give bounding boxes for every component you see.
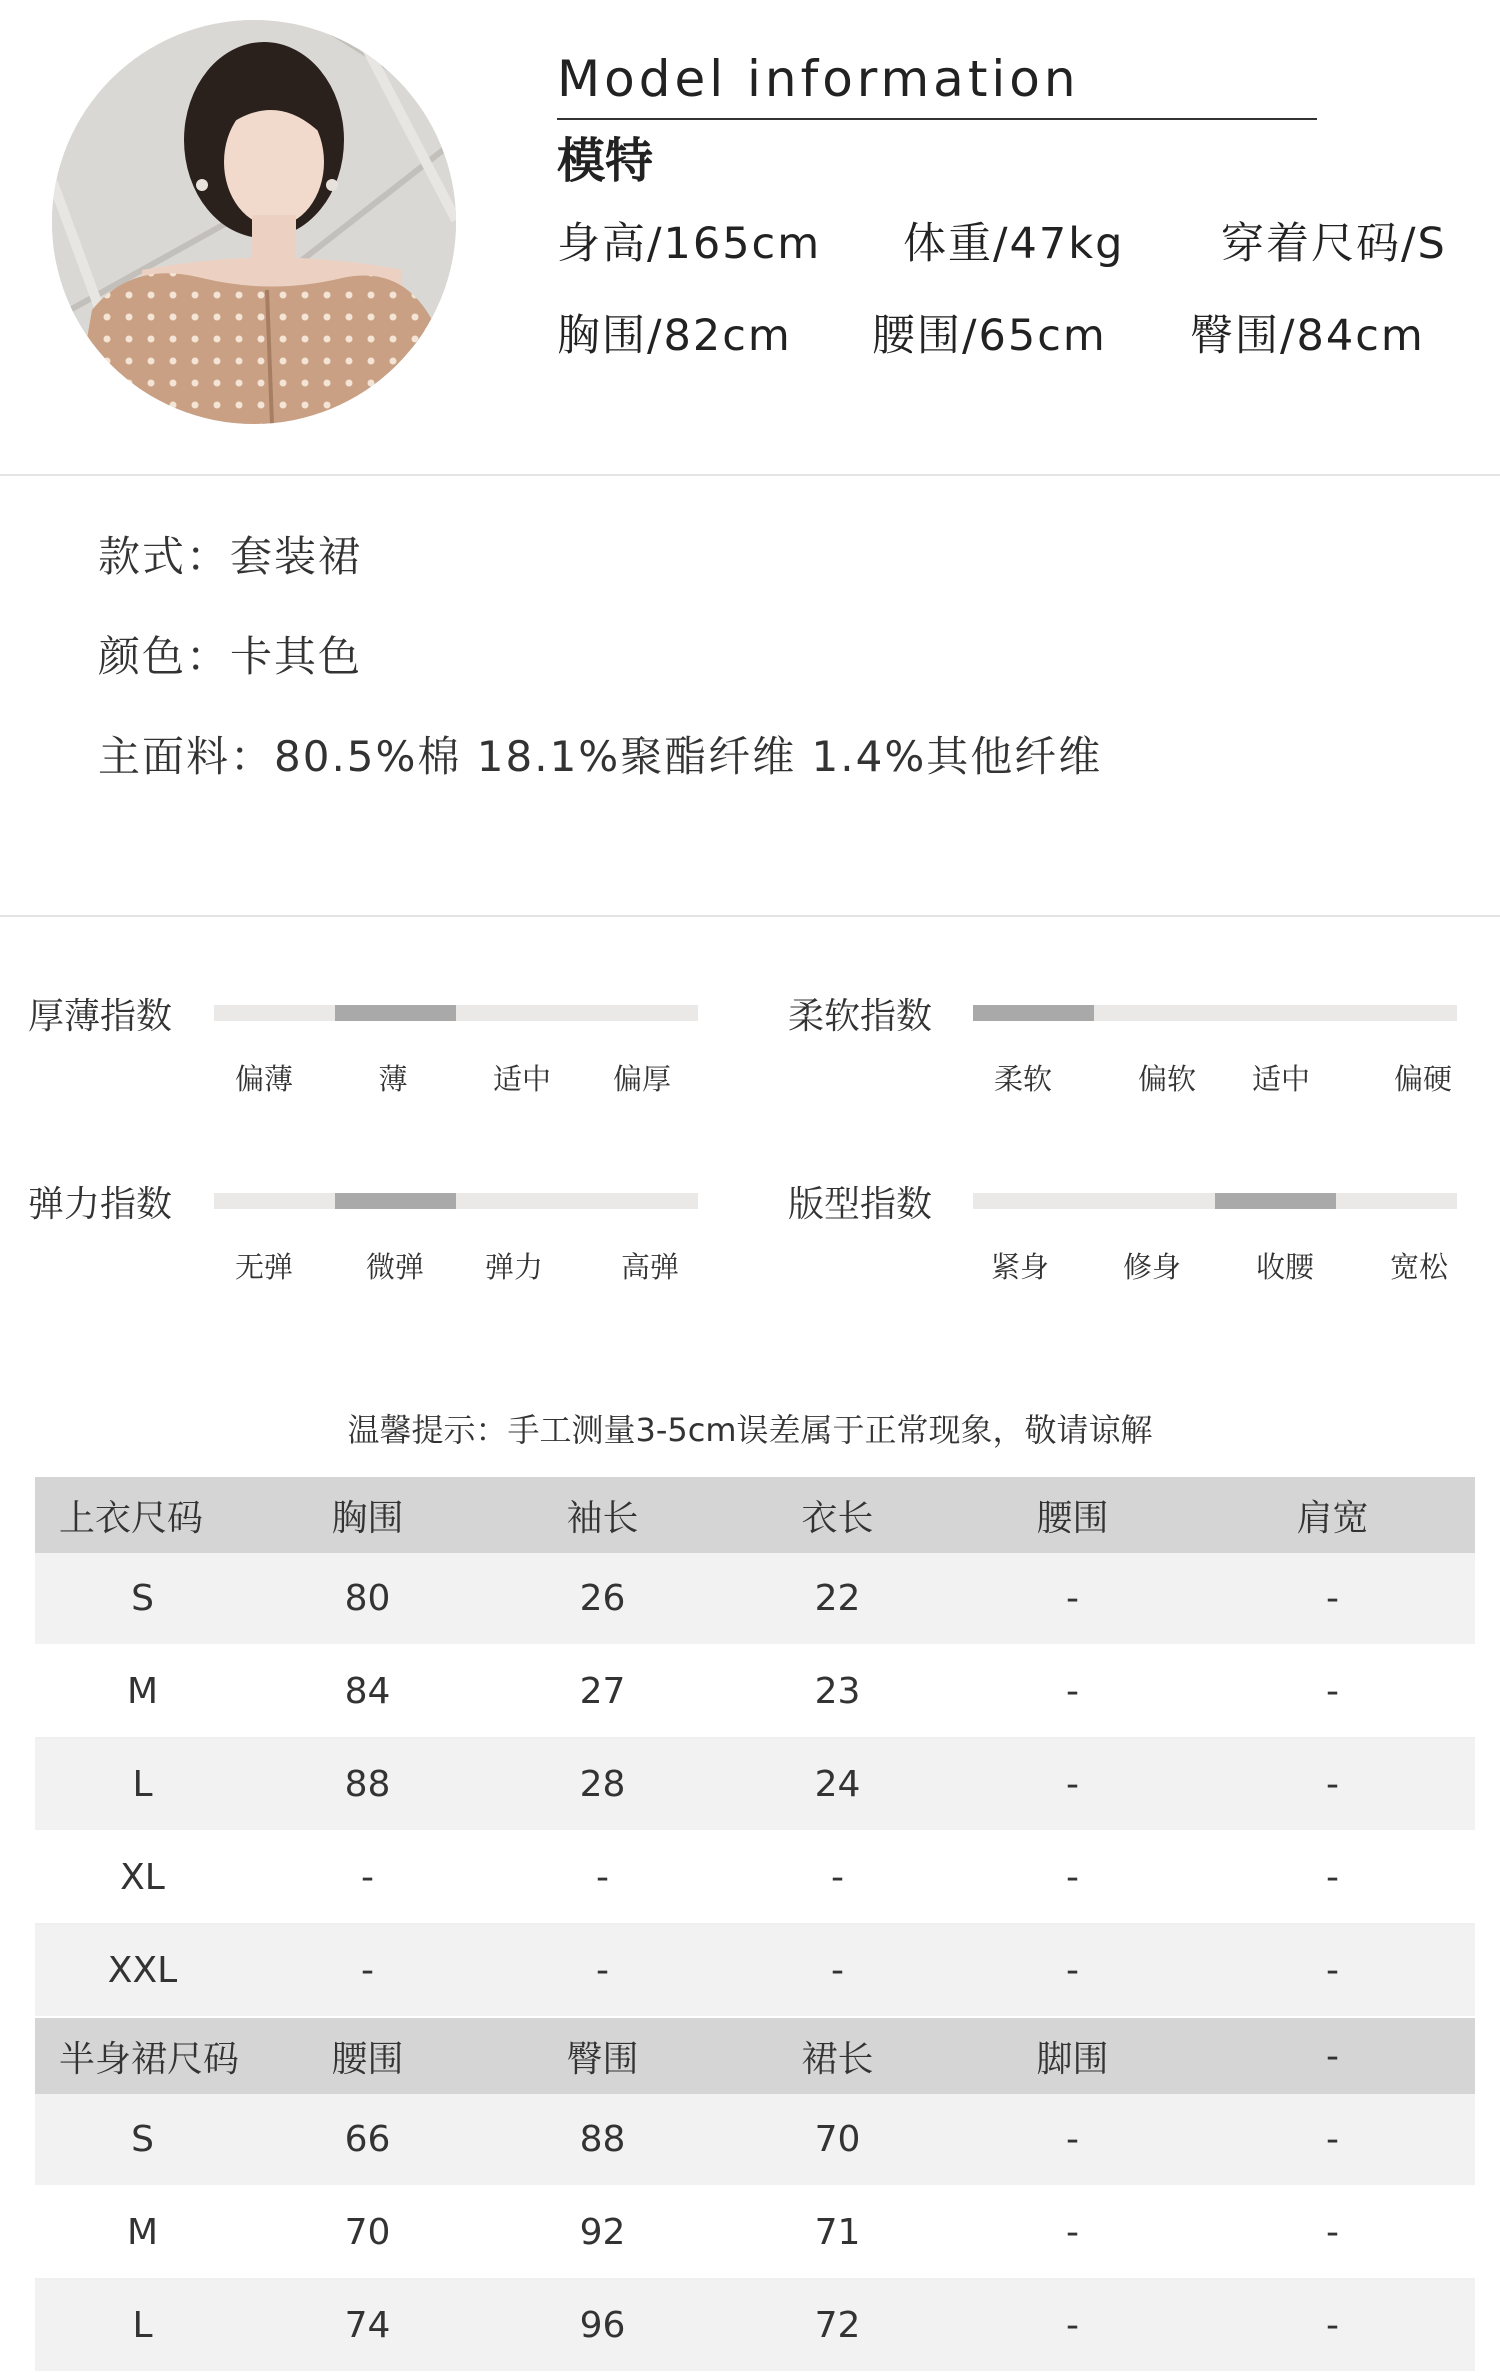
table-header-cell: 脚围 [955,2017,1190,2094]
table-cell: 72 [720,2279,955,2372]
product-color: 颜色：卡其色 [98,632,363,681]
table-header-cell: 腰围 [955,1477,1190,1553]
elasticity-option: 微弹 [365,1250,425,1284]
softness-option: 适中 [1251,1062,1311,1096]
table-cell: L [35,1738,250,1831]
table-cell: - [1190,1738,1475,1831]
index-softness [788,988,932,1039]
table-header-cell: 上衣尺码 [35,1477,250,1553]
table-cell: M [35,2186,250,2279]
model-bust: 胸围/82cm [557,311,792,361]
table-cell: 28 [485,1738,720,1831]
table-header-cell: 肩宽 [1190,1477,1475,1553]
table-cell: - [1190,2094,1475,2186]
table-cell: 84 [250,1645,485,1738]
table-row [35,1924,1475,2017]
table-row [35,2186,1475,2279]
table-cell: 22 [720,1553,955,1645]
table-cell: - [485,1924,720,2017]
title-underline [557,118,1317,120]
model-weight: 体重/47kg [903,219,1125,269]
table-row [35,1738,1475,1831]
fit-option: 收腰 [1255,1250,1315,1284]
elasticity-option: 高弹 [620,1250,680,1284]
fit-option: 紧身 [990,1250,1050,1284]
fit-option: 修身 [1122,1250,1182,1284]
table-cell: 88 [250,1738,485,1831]
thickness-option: 薄 [378,1062,408,1096]
model-height: 身高/165cm [557,219,822,269]
table-cell: - [955,1924,1190,2017]
table-row [35,2094,1475,2186]
table-cell: - [955,2279,1190,2372]
table-cell: XL [35,1831,250,1924]
table-cell: - [955,1553,1190,1645]
measurement-notice: 温馨提示：手工测量3-5cm误差属于正常现象，敬请谅解 [347,1411,1153,1449]
product-fabric: 主面料：80.5%棉 18.1%聚酯纤维 1.4%其他纤维 [98,732,1103,781]
index-elasticity [28,1176,172,1227]
table-cell: - [1190,1553,1475,1645]
table-cell: - [955,2186,1190,2279]
table-cell: - [955,1831,1190,1924]
table-cell: S [35,1553,250,1645]
table-cell: L [35,2279,250,2372]
table-cell: - [485,1831,720,1924]
table-cell: 27 [485,1645,720,1738]
model-wearing-size: 穿着尺码/S [1221,219,1447,269]
table-cell: 74 [250,2279,485,2372]
elasticity-option: 弹力 [484,1250,544,1284]
table-cell: 70 [250,2186,485,2279]
thickness-bar [214,1005,698,1021]
table-cell: - [720,1831,955,1924]
size-table [35,1477,1475,2373]
index-label: 弹力指数 [28,1184,173,1225]
table-cell: - [955,1738,1190,1831]
index-label: 版型指数 [788,1184,933,1225]
table-header-cell: 半身裙尺码 [35,2017,250,2094]
table-row [35,1553,1475,1645]
table-cell: XXL [35,1924,250,2017]
table-header-cell: 裙长 [720,2017,955,2094]
elasticity-bar [214,1193,698,1209]
model-subtitle: 模特 [557,133,654,189]
table-cell: - [1190,1924,1475,2017]
table-cell: - [720,1924,955,2017]
model-hip: 臀围/84cm [1190,311,1425,361]
model-photo-illustration [52,20,456,424]
table-cell: 92 [485,2186,720,2279]
elasticity-option: 无弹 [234,1250,294,1284]
skirt-size-header [35,2017,1475,2094]
softness-option: 柔软 [993,1062,1053,1096]
table-cell: - [250,1831,485,1924]
table-header-cell: 胸围 [250,1477,485,1553]
table-cell: 96 [485,2279,720,2372]
table-cell: - [955,1645,1190,1738]
table-header-cell: 腰围 [250,2017,485,2094]
softness-option: 偏硬 [1393,1062,1453,1096]
table-row [35,1645,1475,1738]
product-style: 款式：套装裙 [98,532,363,581]
table-cell: - [250,1924,485,2017]
model-waist: 腰围/65cm [872,311,1107,361]
index-thickness [28,988,172,1039]
index-label: 厚薄指数 [28,996,173,1037]
thickness-option: 偏薄 [234,1062,294,1096]
table-cell: 24 [720,1738,955,1831]
fit-option: 宽松 [1389,1250,1449,1284]
table-cell: - [1190,2279,1475,2372]
model-info-title: Model information [557,50,1080,108]
table-cell: 80 [250,1553,485,1645]
table-cell: - [1190,2186,1475,2279]
table-row [35,2279,1475,2372]
table-cell: 66 [250,2094,485,2186]
table-cell: - [955,2094,1190,2186]
thickness-option: 适中 [492,1062,552,1096]
top-size-header [35,1477,1475,1553]
section-divider [0,915,1500,917]
table-cell: 88 [485,2094,720,2186]
softness-bar [973,1005,1457,1021]
index-label: 柔软指数 [788,996,933,1037]
elasticity-bar-fill [335,1193,456,1209]
softness-bar-fill [973,1005,1094,1021]
table-header-cell: - [1190,2017,1475,2094]
table-header-cell: 衣长 [720,1477,955,1553]
table-cell: 71 [720,2186,955,2279]
table-cell: 26 [485,1553,720,1645]
fit-bar [973,1193,1457,1209]
table-cell: - [1190,1831,1475,1924]
table-cell: 70 [720,2094,955,2186]
thickness-option: 偏厚 [612,1062,672,1096]
table-row [35,1831,1475,1924]
table-cell: M [35,1645,250,1738]
table-header-cell: 袖长 [485,1477,720,1553]
table-cell: S [35,2094,250,2186]
section-divider [0,474,1500,476]
softness-option: 偏软 [1137,1062,1197,1096]
fit-bar-fill [1215,1193,1336,1209]
index-fit [788,1176,932,1227]
table-cell: 23 [720,1645,955,1738]
table-cell: - [1190,1645,1475,1738]
table-header-cell: 臀围 [485,2017,720,2094]
thickness-bar-fill [335,1005,456,1021]
model-photo [52,20,456,424]
